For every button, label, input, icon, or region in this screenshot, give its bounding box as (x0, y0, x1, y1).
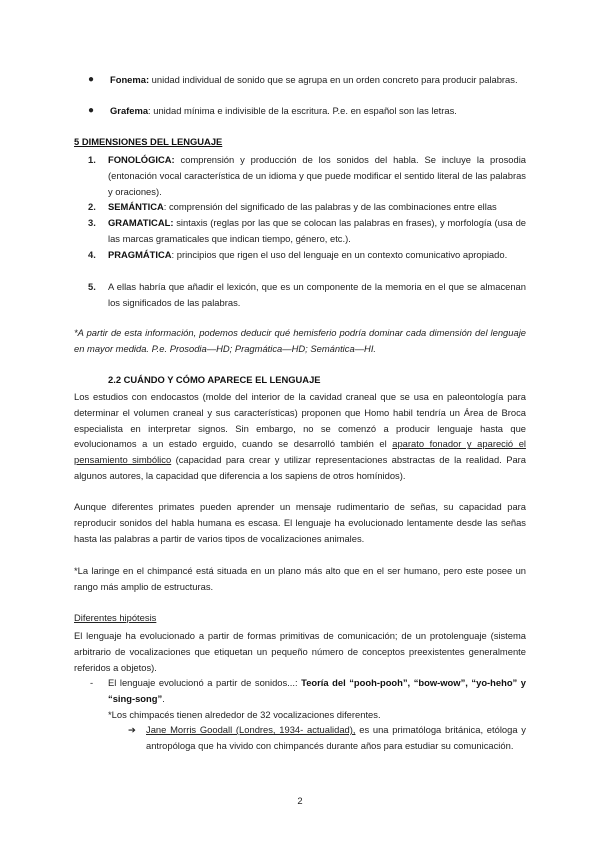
chimp-note: *Los chimpacés tienen alrededor de 32 vocalizaciones diferentes. (108, 709, 381, 720)
dimension-term: PRAGMÁTICA (108, 249, 172, 260)
bullet-dot-icon: ● (88, 105, 95, 116)
item-number: 1. (88, 154, 96, 165)
dimension-term: GRAMATICAL: (108, 217, 174, 228)
def-fonema: unidad individual de sonido que se agrupa en un orden concreto para producir palabras. (149, 74, 518, 85)
dimension-item-2 (88, 199, 526, 215)
goodall-link[interactable]: Jane Morris Goodall (Londres, 1934- actualidad), (146, 724, 356, 735)
bullet-item-grafema (88, 103, 526, 119)
dash-text: El lenguaje evolucionó a partir de sonidos...: (108, 677, 302, 688)
hypotheses-heading: Diferentes hipótesis (74, 612, 157, 623)
paragraph-laringe: *La laringe en el chimpancé está situada en un plano más alto que en el ser humano, pero este posee un rango más amplio de estructuras. (74, 565, 526, 592)
item-number: 2. (88, 201, 96, 212)
term-grafema: Grafema (110, 105, 149, 116)
dimension-item-1 (88, 152, 526, 199)
item-number: 4. (88, 249, 96, 260)
dimension-item-5 (88, 279, 526, 311)
item-number: 3. (88, 217, 96, 228)
term-fonema: Fonema: (110, 74, 150, 85)
dimension-item-3 (88, 215, 526, 247)
dimension-text: : comprensión del significado de las palabras y de las combinaciones entre ellas (163, 201, 497, 212)
theories-bold: Teoría del “pooh-pooh”, “bow-wow”, “yo-heho” y “sing-song” (108, 677, 527, 704)
dimension-text: : principios que rigen el uso del lenguaje en un contexto comunicativo apropiado. (171, 249, 508, 260)
arrow-right-icon: ➔ (128, 724, 136, 735)
dimension-text: sintaxis (reglas por las que se colocan las palabras en frases), y morfología (usa de las marcas gramaticales que indican tiempo, género, etc.). (108, 217, 526, 244)
italic-note: *A partir de esta información, podemos deducir qué hemisferio podría dominar cada dimensión del lenguaje en mayor medida. P.e. Prosodia—HD; Pragmática—HD; Semántica—HI. (74, 327, 526, 354)
bullet-dot-icon: ● (88, 74, 95, 85)
dimensions-heading: 5 DIMENSIONES DEL LENGUAJE (74, 136, 223, 147)
dimension-text: A ellas habría que añadir el lexicón, que es un componente de la memoria en el que se almacenan los significados de las palabras. (108, 281, 526, 308)
page-number: 2 (297, 795, 303, 806)
dimension-text: comprensión y producción de los sonidos del habla. Se incluye la prosodia (entonación vocal característica de un idioma y que puede modificar el sentido literal de las palabras y oraciones). (108, 154, 526, 197)
item-number: 5. (88, 281, 96, 292)
bullet-item-fonema (88, 72, 526, 88)
dash-end: . (162, 692, 165, 704)
section-heading: 2.2 CUÁNDO Y CÓMO APARECE EL LENGUAJE (108, 374, 321, 385)
para1-text: Los estudios con endocastos (molde del interior de la cavidad craneal que se usa en paleontología para determinar el volumen craneal y sus características) proponen que Homo habil tendría un Área de Broca especialista en interpretar signos. Sin embargo, no se comenzó a producir lenguaje hasta que evolucionamos a un estado erguido, cuando se desarrolló también el (74, 391, 526, 450)
paragraph-primates: Aunque diferentes primates pueden aprender un mensaje rudimentario de señas, su capacidad para reproducir sonidos del habla humana es escasa. El lenguaje ha evolucionado lentamente desde las señas hasta las palabras a partir de varios tipos de vocalizaciones animales. (74, 501, 526, 544)
para1-underlined: aparato fonador y apareció el pensamiento simbólico (74, 438, 526, 466)
dimension-item-4 (88, 247, 526, 263)
para1-text-end: (capacidad para crear y utilizar representaciones abstractas de la realidad. Para algunos autores, la capacidad que diferencia a los sapiens de otros homínidos). (74, 454, 526, 481)
dash-item-theories (90, 675, 526, 707)
goodall-text: es una primatóloga británica, etóloga y antropóloga que ha vivido con chimpancés durante años para estudiar su comunicación. (146, 724, 526, 751)
paragraph-endocastos (74, 389, 526, 484)
paragraph-protolenguaje: El lenguaje ha evolucionado a partir de formas primitivas de comunicación; de un protolenguaje (sistema arbitrario de vocalizaciones que etiquetan un pequeño número de conceptos preexistentes generalmente referidos a objetos). (74, 630, 526, 673)
arrow-item-goodall (128, 722, 526, 754)
def-grafema: : unidad mínima e indivisible de la escritura. P.e. en español son las letras. (148, 105, 457, 116)
dash-marker: - (90, 677, 94, 688)
dimension-term: SEMÁNTICA (108, 201, 164, 212)
dimension-term: FONOLÓGICA: (108, 154, 175, 165)
